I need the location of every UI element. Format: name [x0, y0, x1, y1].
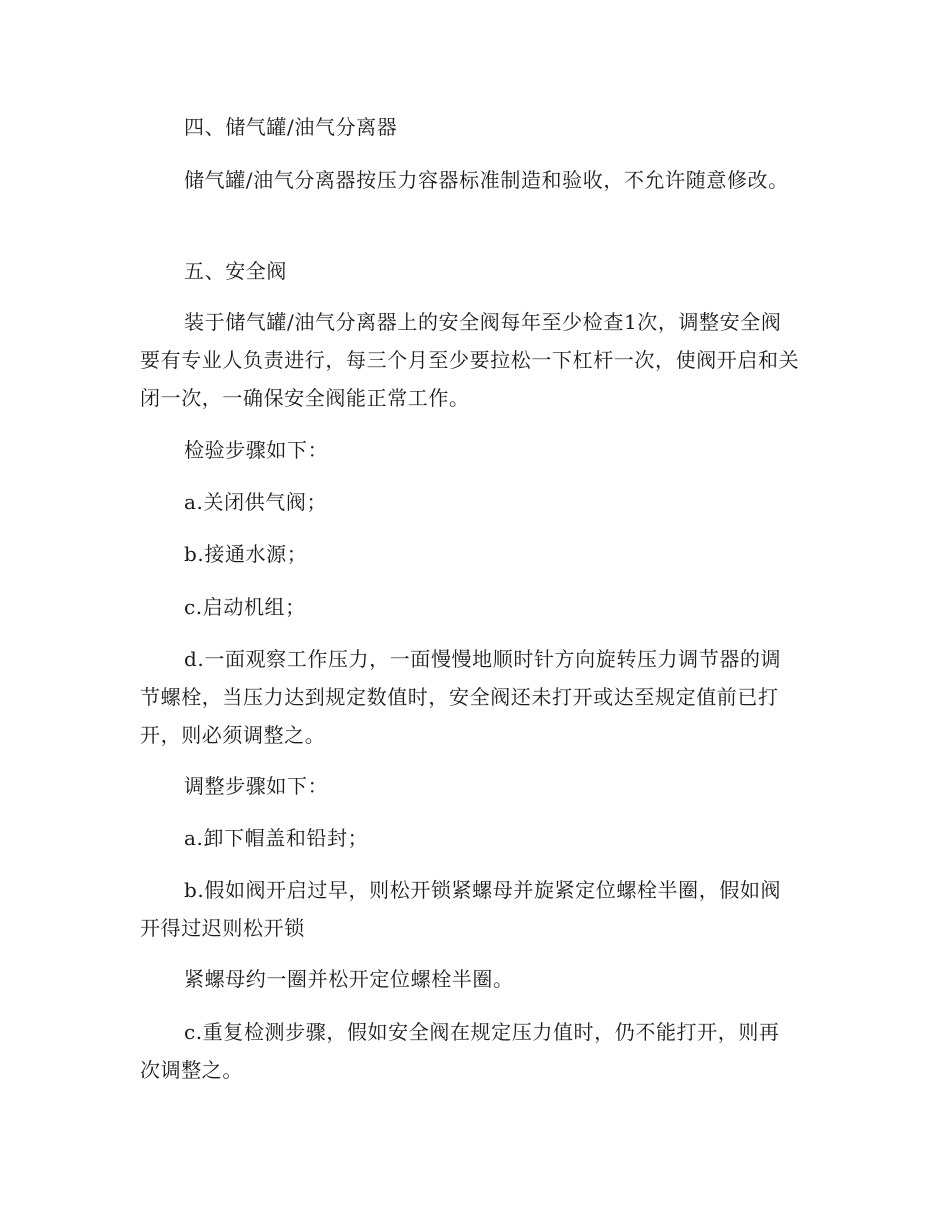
paragraph: 装于储气罐/油气分离器上的安全阀每年至少检查1次，调整安全阀要有专业人负责进行，每三个月至少要拉松一下杠杆一次，使阀开启和关闭一次，一确保安全阀能正常工作。 — [140, 310, 800, 410]
list-item: c.重复检测步骤，假如安全阀在规定压力值时，仍不能打开，则再次调整之。 — [140, 1020, 780, 1082]
paragraph: 紧螺母约一圈并松开定位螺栓半圈。 — [184, 967, 514, 991]
section-heading-4: 四、储气罐/油气分离器 — [184, 115, 398, 139]
list-item: c.启动机组； — [184, 595, 306, 619]
list-item: b.接通水源； — [184, 542, 308, 566]
paragraph: 储气罐/油气分离器按压力容器标准制造和验收，不允许随意修改。 — [184, 168, 789, 192]
list-item: a.卸下帽盖和铅封； — [184, 826, 369, 850]
section-heading-5: 五、安全阀 — [184, 259, 287, 283]
steps-heading: 检验步骤如下： — [184, 438, 329, 462]
list-item: a.关闭供气阀； — [184, 490, 328, 514]
adjust-heading: 调整步骤如下： — [184, 774, 329, 798]
list-item: d.一面观察工作压力，一面慢慢地顺时针方向旋转压力调节器的调节螺栓，当压力达到规定数值时，安全阀还未打开或达至规定值前已打开，则必须调整之。 — [140, 647, 782, 747]
list-item: b.假如阀开启过早，则松开锁紧螺母并旋紧定位螺栓半圈，假如阀开得过迟则松开锁 — [140, 878, 782, 940]
